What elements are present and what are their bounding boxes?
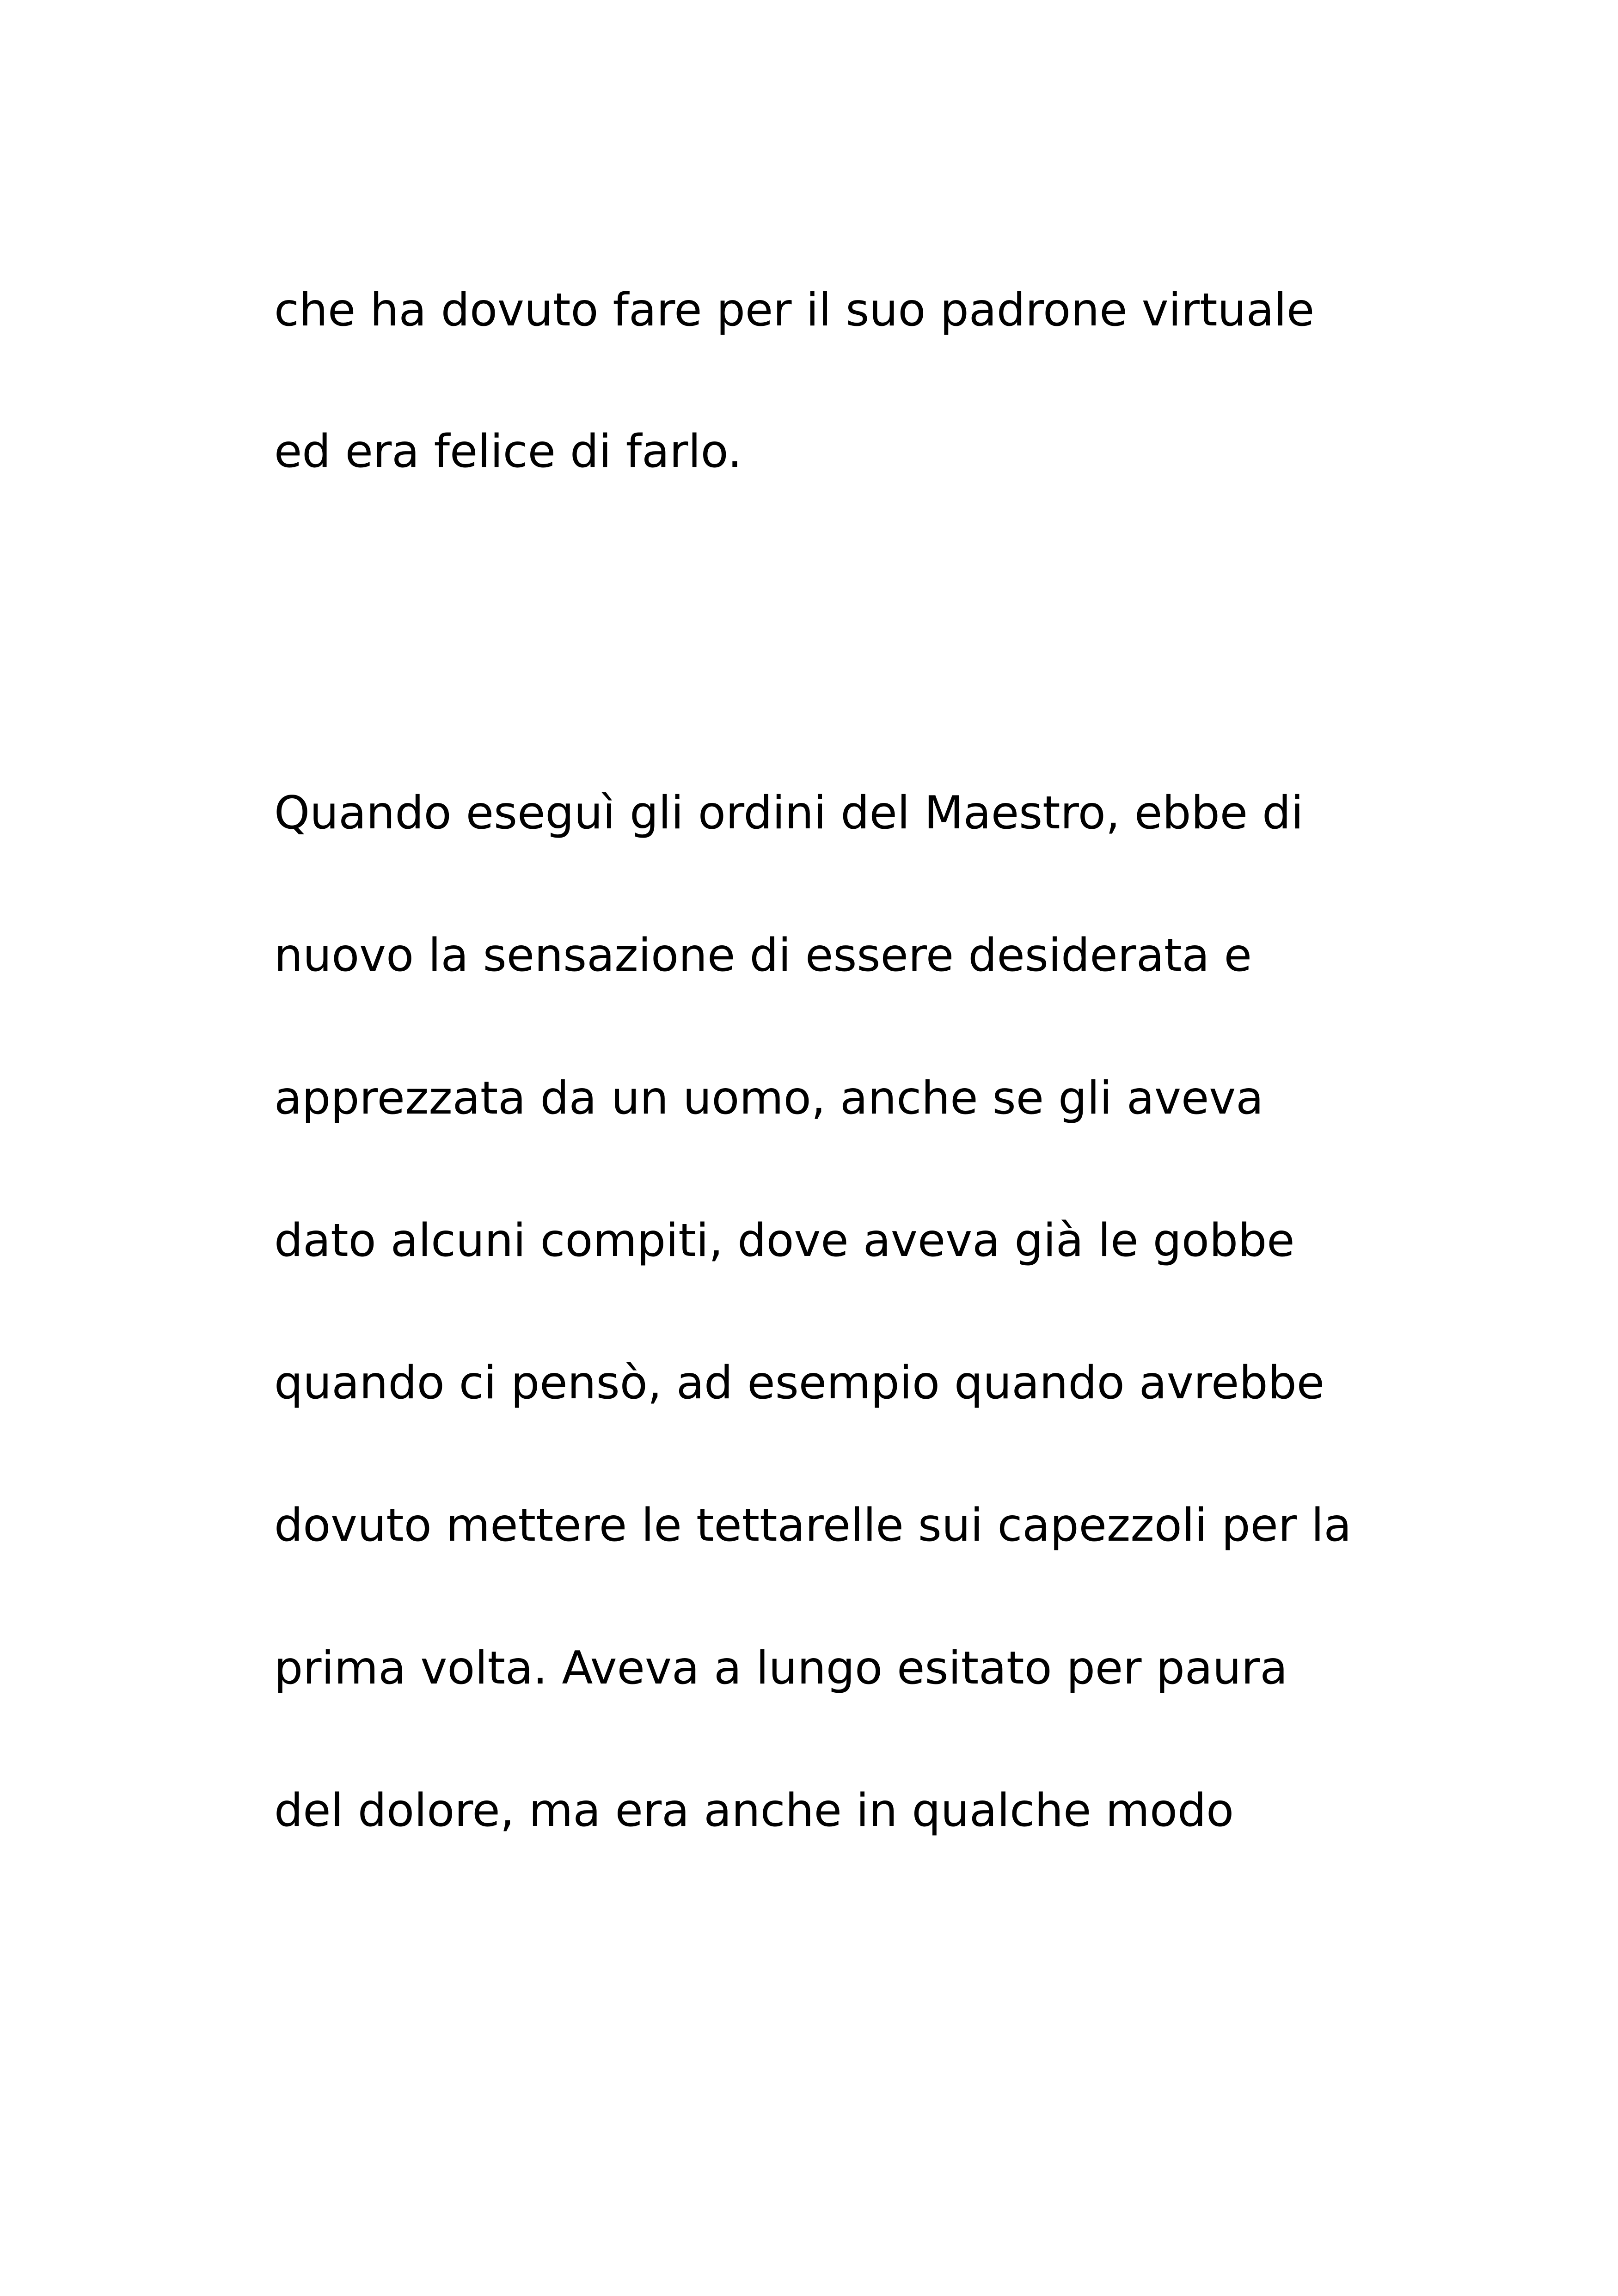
text-line: del dolore, ma era anche in qualche modo [274, 1784, 1234, 1837]
text-line: prima volta. Aveva a lungo esitato per paura [274, 1642, 1288, 1695]
text-line: nuovo la sensazione di essere desiderata e [274, 929, 1252, 982]
text-line: Quando eseguì gli ordini del Maestro, ebbe di [274, 787, 1304, 839]
text-line: dovuto mettere le tettarelle sui capezzoli per la [274, 1499, 1352, 1552]
text-line: quando ci pensò, ad esempio quando avrebbe [274, 1357, 1325, 1409]
text-line: che ha dovuto fare per il suo padrone virtuale [274, 284, 1315, 337]
text-line: dato alcuni compiti, dove aveva già le gobbe [274, 1214, 1295, 1267]
text-line: ed era felice di farlo. [274, 425, 742, 478]
text-line: apprezzata da un uomo, anche se gli aveva [274, 1072, 1264, 1125]
